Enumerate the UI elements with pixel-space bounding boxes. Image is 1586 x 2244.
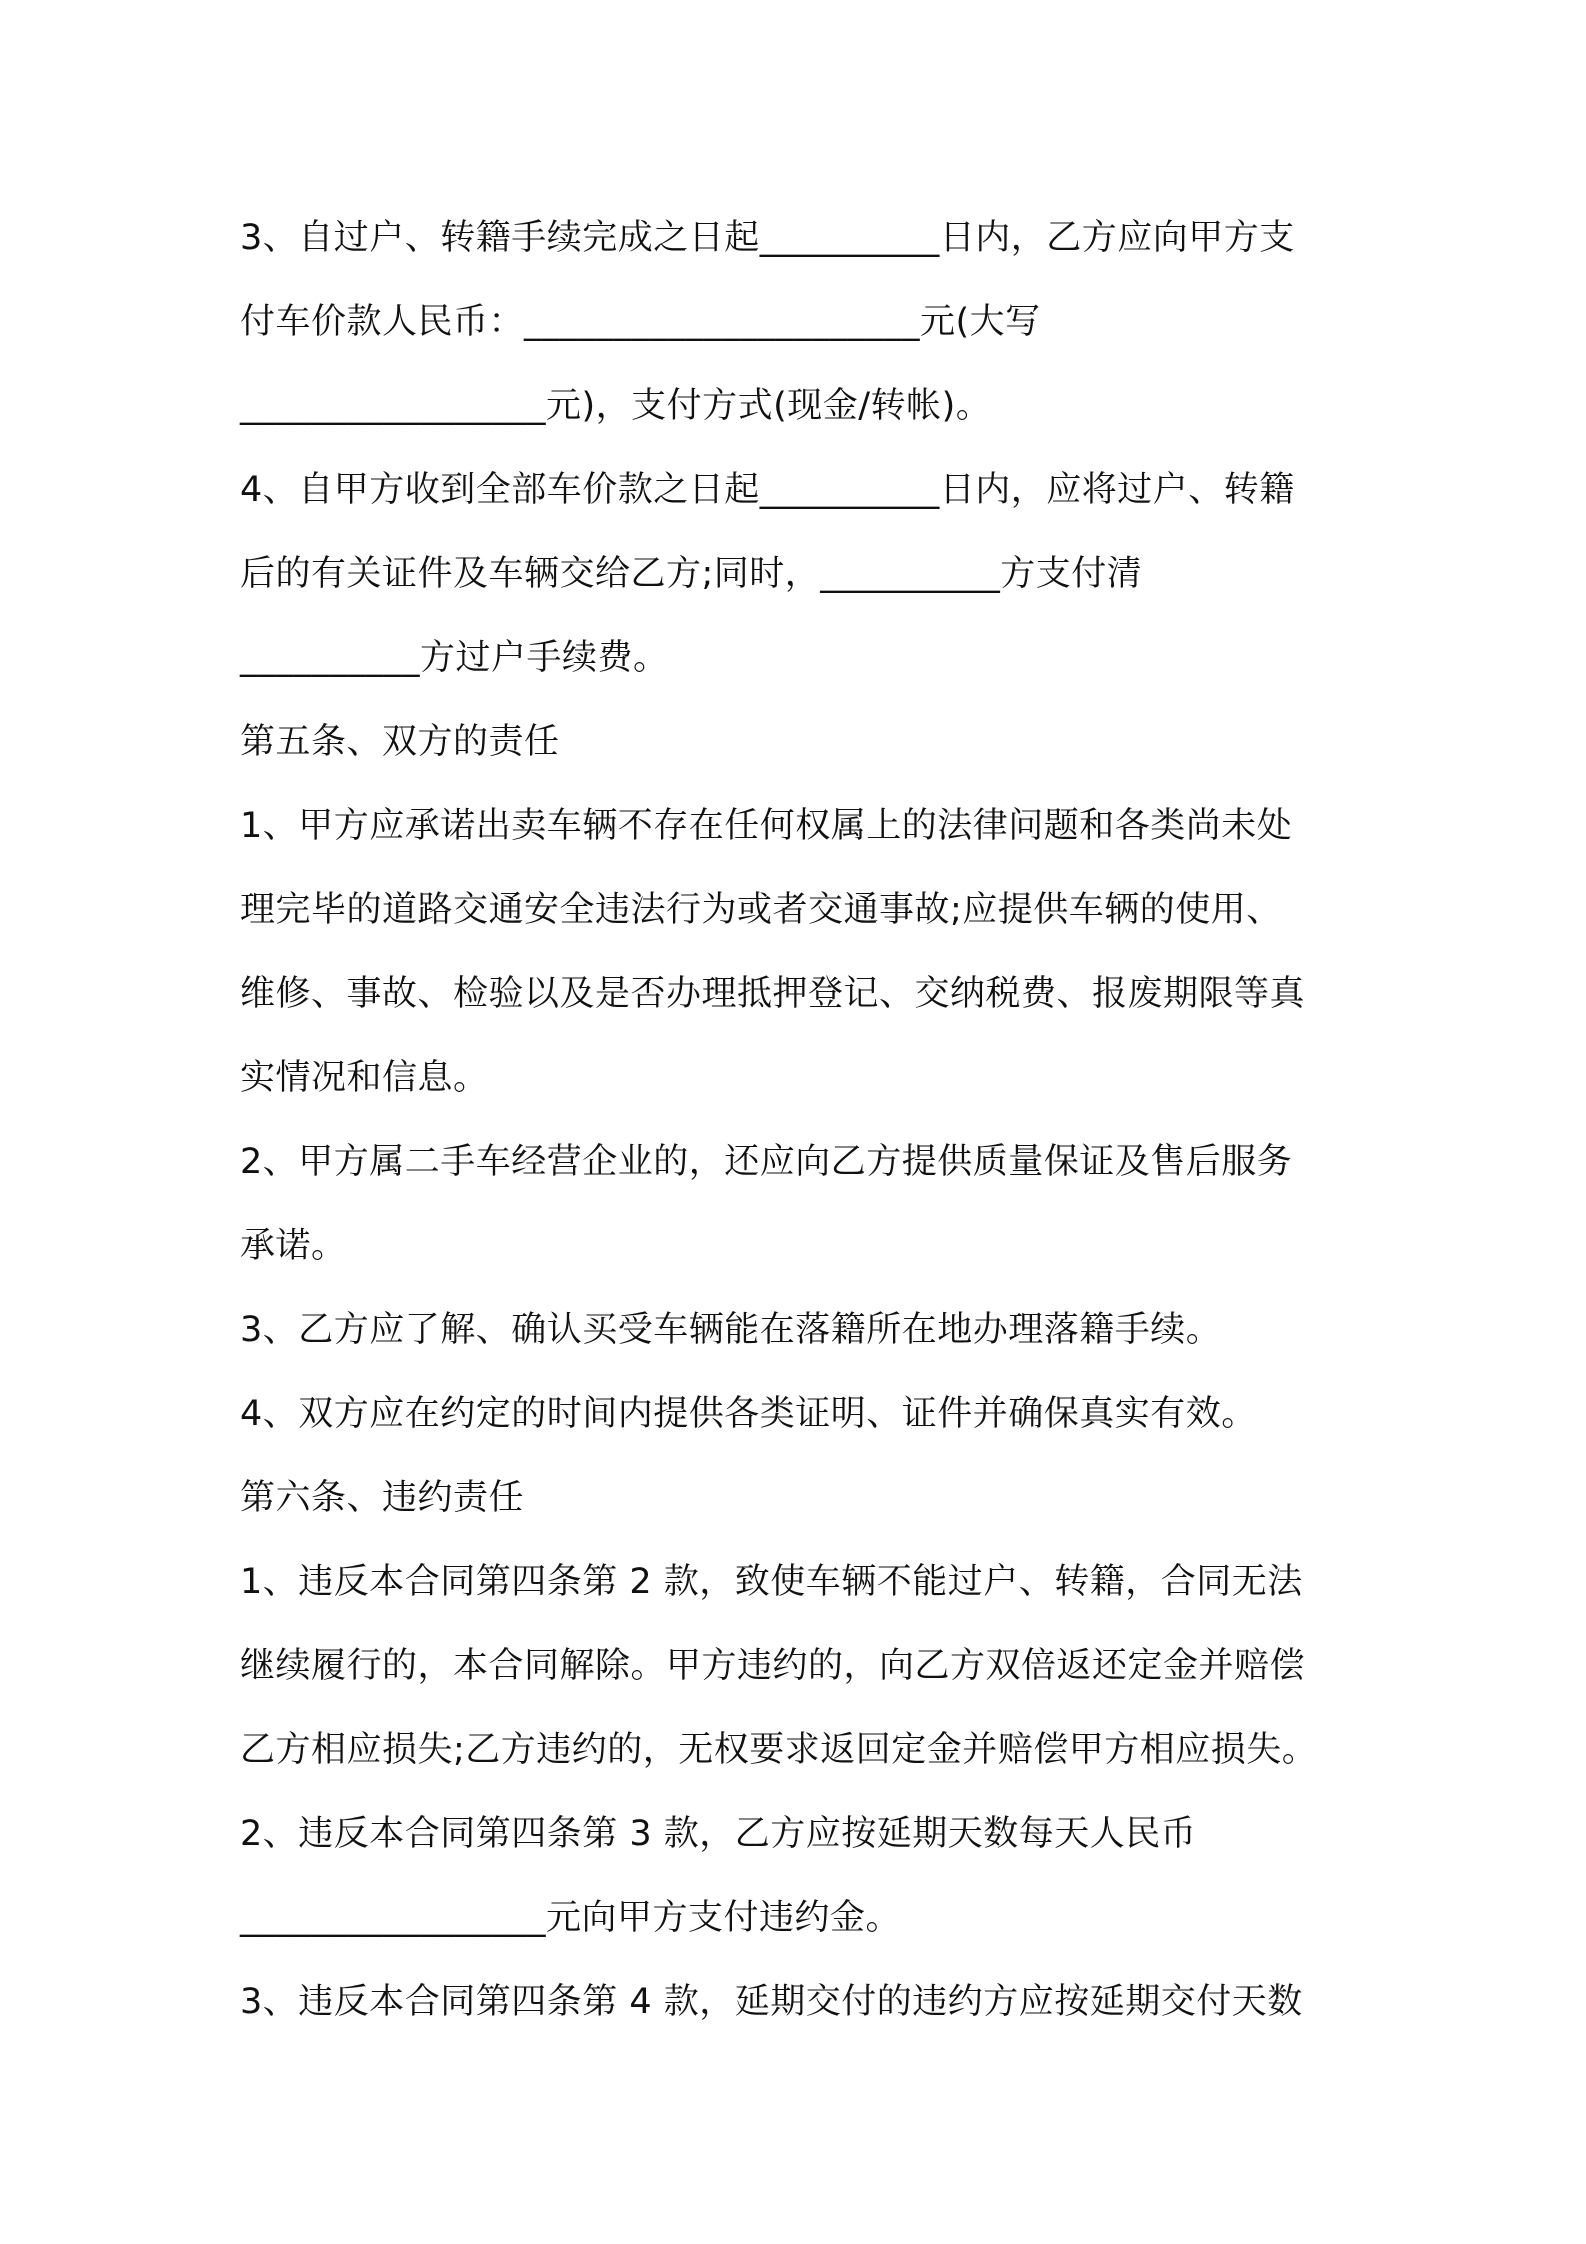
clause-6-1-line-3: 乙方相应损失;乙方违约的，无权要求返回定金并赔偿甲方相应损失。: [240, 1730, 1318, 1770]
clause-5-1-line-2: 理完毕的道路交通安全违法行为或者交通事故;应提供车辆的使用、: [240, 890, 1282, 930]
clause-4-4-line-2: 后的有关证件及车辆交给乙方;同时，__________方支付清: [240, 554, 1143, 594]
article-6-heading: 第六条、违约责任: [240, 1478, 525, 1518]
clause-6-3-line-1: 3、违反本合同第四条第 4 款，延期交付的违约方应按延期交付天数: [240, 1982, 1303, 2022]
clause-5-4: 4、双方应在约定的时间内提供各类证明、证件并确保真实有效。: [240, 1394, 1257, 1434]
clause-5-1-line-1: 1、甲方应承诺出卖车辆不存在任何权属上的法律问题和各类尚未处: [240, 806, 1293, 846]
clause-4-3-line-1: 3、自过户、转籍手续完成之日起__________日内，乙方应向甲方支: [240, 218, 1295, 258]
clause-5-2-line-1: 2、甲方属二手车经营企业的，还应向乙方提供质量保证及售后服务: [240, 1142, 1293, 1182]
clause-6-2-line-2: _________________元向甲方支付违约金。: [240, 1898, 902, 1938]
clause-5-2-line-2: 承诺。: [240, 1226, 347, 1266]
clause-6-2-line-1: 2、违反本合同第四条第 3 款，乙方应按延期天数每天人民币: [240, 1814, 1197, 1854]
clause-5-1-line-4: 实情况和信息。: [240, 1058, 489, 1098]
clause-4-3-line-2: 付车价款人民币：______________________元(大写: [240, 302, 1041, 342]
clause-6-1-line-2: 继续履行的，本合同解除。甲方违约的，向乙方双倍返还定金并赔偿: [240, 1646, 1306, 1686]
clause-4-4-line-1: 4、自甲方收到全部车价款之日起__________日内，应将过户、转籍: [240, 470, 1295, 510]
clause-6-1-line-1: 1、违反本合同第四条第 2 款，致使车辆不能过户、转籍，合同无法: [240, 1562, 1303, 1602]
clause-4-4-line-3: __________方过户手续费。: [240, 638, 669, 678]
clause-5-1-line-3: 维修、事故、检验以及是否办理抵押登记、交纳税费、报废期限等真: [240, 974, 1306, 1014]
clause-4-3-line-3: _________________元)，支付方式(现金/转帐)。: [240, 386, 992, 426]
document-page: [240, 196, 1360, 2044]
clause-5-3: 3、乙方应了解、确认买受车辆能在落籍所在地办理落籍手续。: [240, 1310, 1222, 1350]
article-5-heading: 第五条、双方的责任: [240, 722, 560, 762]
